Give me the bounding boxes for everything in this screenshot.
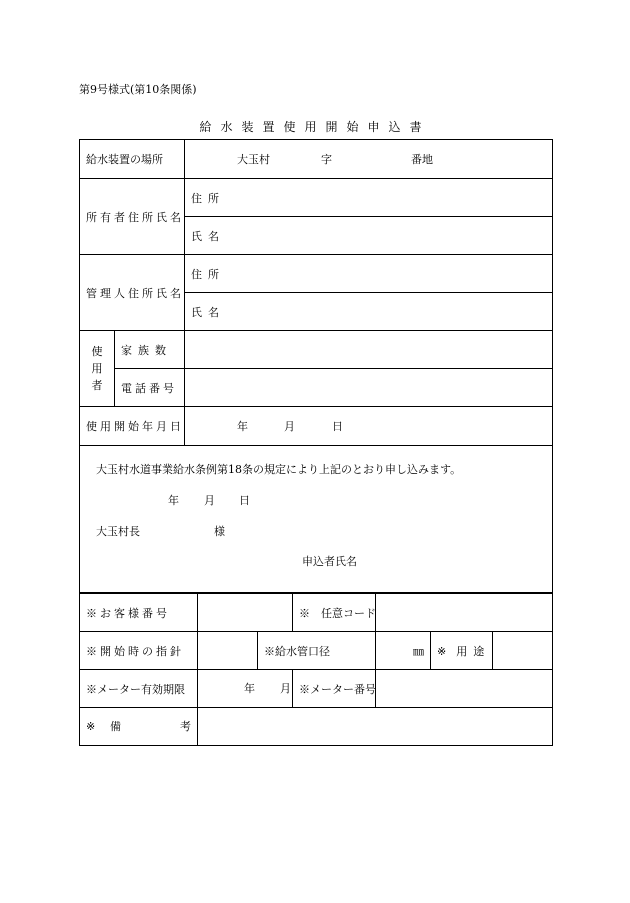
meter-expiry-field[interactable] [198, 670, 293, 708]
location-field[interactable] [185, 140, 553, 179]
usage-text: 用途 [456, 644, 491, 658]
start-reading-field[interactable] [198, 632, 258, 670]
start-date-label: 使用開始年月日 [80, 407, 185, 446]
user-label [80, 331, 115, 407]
meter-expiry-month: 月 [280, 682, 291, 695]
location-village: 大玉村 [237, 153, 270, 166]
family-count-label: 家族数 [115, 331, 185, 369]
addressee: 大玉村長 [96, 525, 140, 538]
start-date-field[interactable] [185, 407, 553, 446]
customer-number-field[interactable] [198, 594, 293, 632]
owner-label: 所有者住所氏名 [80, 179, 185, 255]
statement-month: 月 [204, 494, 215, 507]
owner-address-field[interactable]: 住所 [185, 179, 553, 217]
usage-label [431, 632, 493, 670]
optional-code-field[interactable] [376, 594, 553, 632]
form-title: 給水装置使用開始申込書 [199, 120, 431, 134]
form-number: 第9号様式(第10条関係) [79, 83, 197, 96]
location-aza: 字 [321, 153, 332, 166]
family-count-field[interactable] [185, 331, 553, 369]
meter-expiry-year: 年 [244, 682, 255, 695]
manager-address-field[interactable]: 住所 [185, 255, 553, 293]
phone-field[interactable] [185, 369, 553, 407]
customer-number-label: ※お客様番号 [80, 594, 198, 632]
usage-mark: ※ [437, 644, 447, 658]
optional-code-label: ※ 任意コード [293, 594, 376, 632]
meter-expiry-label: ※メーター有効期限 [80, 670, 198, 708]
statement-section [80, 446, 553, 593]
remarks-char-1: 備 [110, 720, 121, 733]
owner-name-field[interactable]: 氏名 [185, 217, 553, 255]
manager-label: 管理人住所氏名 [80, 255, 185, 331]
user-char-1: 使 [91, 345, 103, 358]
meter-number-label: ※メーター番号 [293, 670, 376, 708]
remarks-field[interactable] [198, 708, 553, 746]
honorific: 様 [214, 525, 225, 538]
statement-day: 日 [239, 494, 250, 507]
start-date-month: 月 [284, 420, 295, 433]
pipe-diameter-label: ※給水管口径 [258, 632, 376, 670]
remarks-mark: ※ [86, 720, 96, 733]
office-use-table [79, 593, 553, 746]
remarks-char-2: 考 [180, 720, 191, 733]
statement-text: 大玉村水道事業給水条例第18条の規定により上記のとおり申し込みます。 [96, 463, 462, 476]
phone-label: 電話番号 [115, 369, 185, 407]
user-char-3: 者 [91, 379, 103, 392]
mm-unit: ㎜ [413, 644, 424, 658]
remarks-label [80, 708, 198, 746]
meter-number-field[interactable] [376, 670, 553, 708]
start-date-day: 日 [332, 420, 343, 433]
location-label: 給水装置の場所 [80, 140, 185, 179]
usage-field[interactable] [493, 632, 553, 670]
applicant-name-label: 申込者氏名 [302, 555, 357, 568]
pipe-diameter-field[interactable] [376, 632, 431, 670]
location-banchi: 番地 [411, 153, 433, 166]
user-char-2: 用 [91, 362, 103, 375]
statement-year: 年 [168, 494, 179, 507]
start-reading-label: ※開始時の指針 [80, 632, 198, 670]
start-date-year: 年 [237, 420, 248, 433]
application-table [79, 139, 553, 593]
manager-name-field[interactable]: 氏名 [185, 293, 553, 331]
